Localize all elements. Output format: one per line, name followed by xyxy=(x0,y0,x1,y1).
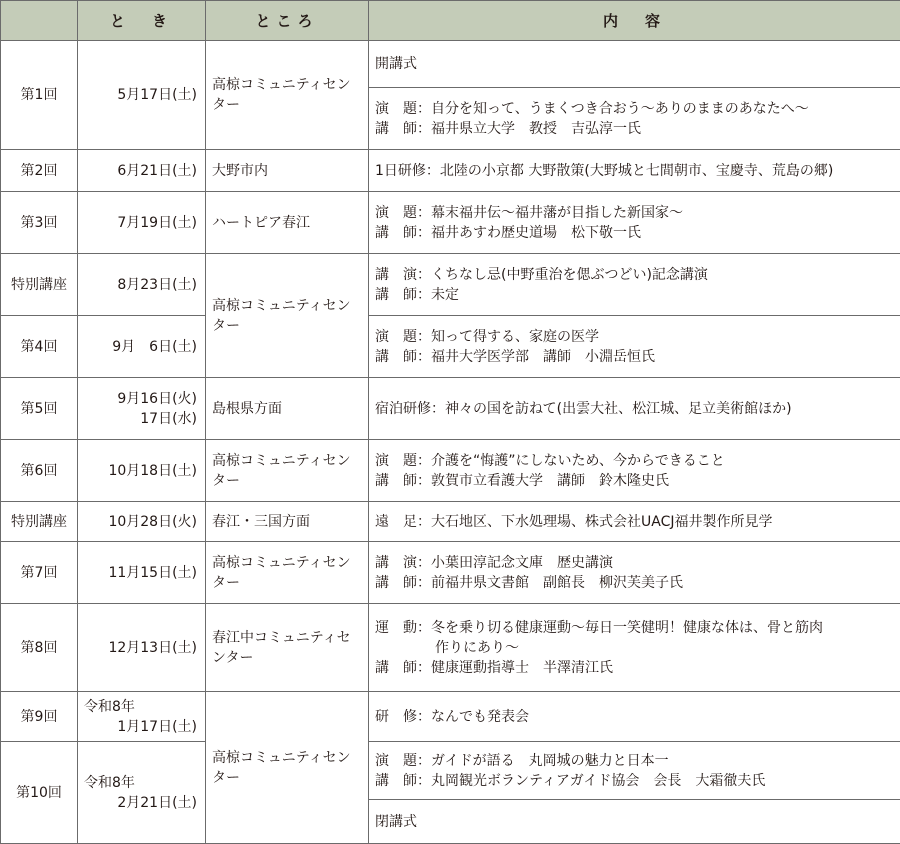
session-content xyxy=(369,502,900,542)
session-place: 高椋コミュニティセンター xyxy=(206,41,369,150)
content-line: 講 演：くちなし忌(中野重治を偲ぶつどい)記念講演 xyxy=(375,265,894,285)
session-place: 春江・三国方面 xyxy=(206,502,369,542)
content-line: 運 動：冬を乗り切る健康運動～毎日一笑健明！健康な体は、骨と筋肉 xyxy=(375,618,894,638)
session-content xyxy=(369,542,900,604)
session-date-line: 2月21日(土) xyxy=(84,793,197,813)
session-number: 特別講座 xyxy=(1,502,78,542)
session-number: 第1回 xyxy=(1,41,78,150)
session-place: 高椋コミュニティセンター xyxy=(206,542,369,604)
session-content xyxy=(369,378,900,440)
content-line: 1日研修：北陸の小京都 大野散策(大野城と七間朝市、宝慶寺、荒島の郷) xyxy=(375,161,894,181)
table-row xyxy=(1,41,900,88)
session-content xyxy=(369,604,900,692)
content-line: 講 師：福井大学医学部 講師 小淵岳恒氏 xyxy=(375,347,894,367)
content-line: 開講式 xyxy=(375,54,894,74)
session-content xyxy=(369,800,900,844)
content-line: 閉講式 xyxy=(375,812,894,832)
header-toki: と き xyxy=(78,1,206,41)
session-content xyxy=(369,440,900,502)
content-line: 講 師：敦賀市立看護大学 講師 鈴木隆史氏 xyxy=(375,471,894,491)
session-place: 春江中コミュニティセンター xyxy=(206,604,369,692)
content-line: 演 題：幕末福井伝～福井藩が目指した新国家～ xyxy=(375,203,894,223)
header-row xyxy=(1,1,900,41)
session-number: 第9回 xyxy=(1,692,78,742)
session-date: 12月13日(土) xyxy=(78,604,206,692)
table-row xyxy=(1,378,900,440)
content-line: 講 演：小葉田淳記念文庫 歴史講演 xyxy=(375,553,894,573)
table-row xyxy=(1,542,900,604)
content-line: 演 題：知って得する、家庭の医学 xyxy=(375,327,894,347)
session-content xyxy=(369,692,900,742)
table-row xyxy=(1,440,900,502)
session-place: 島根県方面 xyxy=(206,378,369,440)
session-content xyxy=(369,150,900,192)
header-tokoro: ところ xyxy=(206,1,369,41)
session-era: 令和8年 xyxy=(84,697,197,717)
table-row xyxy=(1,192,900,254)
session-content xyxy=(369,192,900,254)
session-date-line: 1月17日(土) xyxy=(84,717,197,737)
table-row xyxy=(1,150,900,192)
session-content xyxy=(369,88,900,150)
session-date: 8月23日(土) xyxy=(78,254,206,316)
session-date: 9月 6日(土) xyxy=(78,316,206,378)
content-line: 宿泊研修：神々の国を訪ねて(出雲大社、松江城、足立美術館ほか) xyxy=(375,399,894,419)
session-place: 高椋コミュニティセンター xyxy=(206,254,369,378)
session-content xyxy=(369,41,900,88)
content-line: 演 題：介護を“悔護”にしないため、今からできること xyxy=(375,451,894,471)
session-date: 6月21日(土) xyxy=(78,150,206,192)
content-line: 作りにあり～ xyxy=(375,638,894,658)
table-row xyxy=(1,254,900,316)
session-number: 第6回 xyxy=(1,440,78,502)
content-line: 講 師：福井あすわ歴史道場 松下敬一氏 xyxy=(375,223,894,243)
session-number: 第7回 xyxy=(1,542,78,604)
content-line: 講 師：前福井県文書館 副館長 柳沢芙美子氏 xyxy=(375,573,894,593)
session-date xyxy=(78,692,206,742)
header-blank xyxy=(1,1,78,41)
session-place: 大野市内 xyxy=(206,150,369,192)
session-content xyxy=(369,316,900,378)
session-date: 5月17日(土) xyxy=(78,41,206,150)
content-line: 講 師：未定 xyxy=(375,285,894,305)
session-date-line: 17日(水) xyxy=(84,409,197,429)
content-line: 講 師：丸岡観光ボランティアガイド協会 会長 大霜徹夫氏 xyxy=(375,771,894,791)
session-number: 第2回 xyxy=(1,150,78,192)
session-date-line: 9月16日(火) xyxy=(84,389,197,409)
session-number: 第10回 xyxy=(1,742,78,844)
session-number: 第3回 xyxy=(1,192,78,254)
session-date xyxy=(78,378,206,440)
content-line: 研 修：なんでも発表会 xyxy=(375,707,894,727)
table-row xyxy=(1,742,900,800)
table-row xyxy=(1,502,900,542)
session-place: 高椋コミュニティセンター xyxy=(206,692,369,844)
content-line: 講 師：福井県立大学 教授 吉弘淳一氏 xyxy=(375,119,894,139)
session-date: 11月15日(土) xyxy=(78,542,206,604)
session-number: 第4回 xyxy=(1,316,78,378)
header-naiyou: 内 容 xyxy=(369,1,900,41)
session-date: 7月19日(土) xyxy=(78,192,206,254)
session-era: 令和8年 xyxy=(84,773,197,793)
table-row xyxy=(1,316,900,378)
content-line: 演 題：ガイドが語る 丸岡城の魅力と日本一 xyxy=(375,751,894,771)
session-number: 第5回 xyxy=(1,378,78,440)
session-number: 特別講座 xyxy=(1,254,78,316)
session-content xyxy=(369,742,900,800)
session-date: 10月18日(土) xyxy=(78,440,206,502)
content-line: 演 題：自分を知って、うまくつき合おう～ありのままのあなたへ～ xyxy=(375,99,894,119)
session-date xyxy=(78,742,206,844)
table-row xyxy=(1,604,900,692)
session-date: 10月28日(火) xyxy=(78,502,206,542)
session-content xyxy=(369,254,900,316)
content-line: 講 師：健康運動指導士 半澤清江氏 xyxy=(375,658,894,678)
session-number: 第8回 xyxy=(1,604,78,692)
session-place: 高椋コミュニティセンター xyxy=(206,440,369,502)
content-line: 遠 足：大石地区、下水処理場、株式会社UACJ福井製作所見学 xyxy=(375,512,894,532)
table-row xyxy=(1,692,900,742)
session-place: ハートピア春江 xyxy=(206,192,369,254)
